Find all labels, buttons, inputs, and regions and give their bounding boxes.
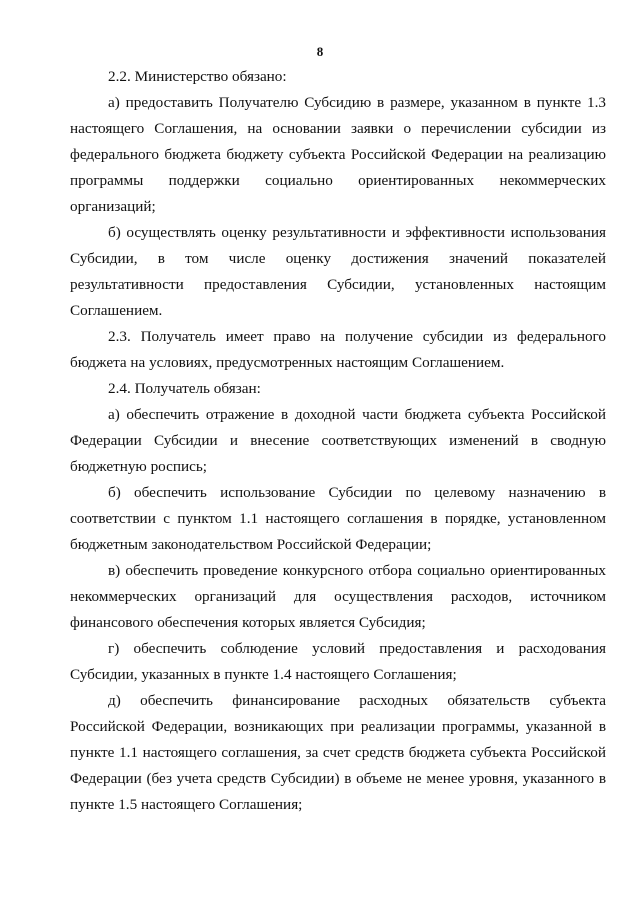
paragraph-2-4-g: г) обеспечить соблюдение условий предоставления и расходования Субсидии, указанных в пункте 1.4 настоящего Соглашения;: [70, 640, 606, 683]
document-body: [70, 64, 606, 818]
paragraph-2-2-b: б) осуществлять оценку результативности и эффективности использования Субсидии, в том числе оценку достижения значений показателей результативности предоставления Субсидии, установленных настоящим Соглашением.: [70, 224, 606, 319]
paragraph-2-2-a: а) предоставить Получателю Субсидию в размере, указанном в пункте 1.3 настоящего Соглашения, на основании заявки о перечислении субсидии из федерального бюджета бюджету субъекта Российской Федерации на реализацию программы поддержки социально ориентированных некоммерческих организаций;: [70, 94, 606, 215]
paragraph-2-4-v: в) обеспечить проведение конкурсного отбора социально ориентированных некоммерческих организаций для осуществления расходов, источником финансового обеспечения которых является Субсидия;: [70, 562, 606, 631]
section-heading-2-2: 2.2. Министерство обязано:: [108, 68, 287, 85]
page-number: 8: [316, 44, 324, 59]
paragraph-2-4-d: д) обеспечить финансирование расходных обязательств субъекта Российской Федерации, возникающих при реализации программы, указанной в пункте 1.1 настоящего соглашения, за счет средств бюджета субъекта Российской Федерации (без учета средств Субсидии) в объеме не менее уровня, указанного в пункте 1.5 настоящего Соглашения;: [70, 692, 606, 813]
section-heading-2-4: 2.4. Получатель обязан:: [108, 380, 261, 397]
paragraph-2-4-b: б) обеспечить использование Субсидии по целевому назначению в соответствии с пунктом 1.1 настоящего соглашения в порядке, установленном бюджетным законодательством Российской Федерации;: [70, 484, 606, 553]
paragraph-2-4-a: а) обеспечить отражение в доходной части бюджета субъекта Российской Федерации Субсидии и внесение соответствующих изменений в сводную бюджетную роспись;: [70, 406, 606, 475]
paragraph-2-3: 2.3. Получатель имеет право на получение субсидии из федерального бюджета на условиях, предусмотренных настоящим Соглашением.: [70, 328, 606, 371]
